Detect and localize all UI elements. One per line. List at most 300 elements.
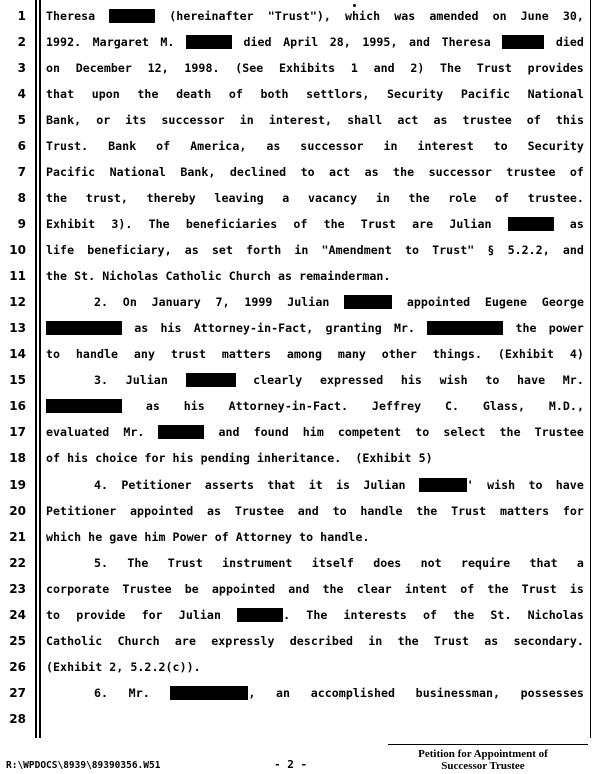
text-run: George — [541, 295, 584, 309]
text-run: Theresa — [441, 35, 491, 49]
text-run: Glass, — [482, 399, 526, 413]
body-text-line — [46, 8, 584, 24]
text-run: and — [409, 35, 431, 49]
text-run: to — [300, 165, 315, 179]
text-run: Trust — [360, 217, 396, 231]
text-run: and — [562, 243, 584, 257]
redaction-box — [46, 399, 122, 413]
line-number: 17 — [9, 425, 26, 439]
text-run: instrument — [222, 556, 293, 570]
text-run: in — [239, 113, 254, 127]
text-run: Church — [117, 634, 160, 648]
text-run: competent — [337, 425, 402, 439]
text-run: the — [137, 87, 159, 101]
text-run: as — [145, 399, 160, 413]
text-run: on — [492, 9, 507, 23]
text-run: not — [420, 556, 442, 570]
text-run — [344, 294, 392, 310]
text-run: Security — [527, 139, 584, 153]
text-run: of — [228, 87, 243, 101]
text-run: the — [453, 608, 475, 622]
text-run: wish — [439, 373, 468, 387]
text-run: beneficiary, — [87, 243, 172, 257]
text-run: died — [243, 35, 272, 49]
text-run: 1999 — [244, 295, 273, 309]
text-run — [502, 34, 544, 50]
text-run: Theresa — [46, 9, 96, 23]
text-run: December — [75, 61, 132, 75]
text-run: Security — [387, 87, 444, 101]
body-text-line — [46, 685, 584, 701]
body-text-line — [46, 398, 584, 414]
text-run: to — [46, 608, 61, 622]
text-run: settlors, — [306, 87, 370, 101]
text-run: which he gave him Power of Attorney to handle. — [46, 530, 370, 544]
body-text-line — [46, 477, 584, 493]
text-run: act — [329, 165, 351, 179]
text-run: does — [373, 556, 402, 570]
text-run: (See — [235, 61, 264, 75]
text-run: the — [408, 191, 430, 205]
text-run: that — [267, 478, 296, 492]
text-run: (Exhibit 2, 5.2.2(c)). — [46, 660, 201, 674]
text-run: amended — [429, 9, 479, 23]
text-run — [158, 424, 204, 440]
text-run: as — [184, 243, 199, 257]
text-run: secondary. — [513, 634, 584, 648]
text-run: ' — [419, 477, 474, 493]
body-text-line — [46, 190, 584, 206]
text-run: of — [569, 165, 584, 179]
line-number: 8 — [17, 191, 26, 205]
body-text-line — [46, 320, 584, 336]
text-run: of — [495, 191, 510, 205]
text-run: Trust — [476, 61, 512, 75]
text-run: handle — [360, 504, 403, 518]
body-text-line — [46, 372, 584, 388]
text-run: the — [487, 582, 509, 596]
text-run: successor — [161, 113, 225, 127]
stray-mark — [353, 4, 356, 7]
text-run: appointed — [406, 295, 471, 309]
text-run: corporate — [46, 582, 110, 596]
line-number: 6 — [17, 139, 26, 153]
text-run: 3). — [111, 217, 133, 231]
text-run: St. — [490, 608, 512, 622]
line-number: 27 — [9, 686, 26, 700]
text-run: trustee. — [527, 191, 584, 205]
text-run: this — [555, 113, 584, 127]
text-run: the — [393, 165, 415, 179]
line-number: 13 — [9, 321, 26, 335]
text-run: expressly — [211, 634, 275, 648]
text-run: of his choice for his pending inheritance. (Exhibit 5) — [46, 451, 433, 465]
text-run: beneficiaries — [185, 217, 278, 231]
body-text-line — [46, 555, 584, 571]
text-run: § — [487, 243, 495, 257]
text-run: Trustee — [534, 425, 584, 439]
text-run: trustee — [506, 165, 556, 179]
body-text-line — [46, 138, 584, 154]
text-run: 6. — [94, 686, 109, 700]
text-run: Julian — [449, 217, 492, 231]
text-run: as — [266, 139, 281, 153]
text-run: Mr. — [393, 321, 416, 335]
text-run: to — [332, 504, 347, 518]
text-run: vacancy — [307, 191, 358, 205]
text-run: in — [375, 191, 390, 205]
text-run: set — [211, 243, 233, 257]
text-run: the — [416, 504, 438, 518]
text-run: Mr. — [123, 425, 145, 439]
text-run: him — [302, 425, 324, 439]
footer-rule — [388, 744, 588, 745]
text-run: an — [276, 686, 291, 700]
text-run: Mr. — [562, 373, 584, 387]
body-text-line — [46, 659, 584, 675]
text-run: and — [218, 425, 240, 439]
text-run: among — [286, 347, 323, 361]
text-run: his — [183, 399, 205, 413]
text-run: 1995, — [362, 35, 398, 49]
line-number: 22 — [9, 556, 26, 570]
line-number: 12 — [9, 295, 26, 309]
text-run: to — [46, 347, 61, 361]
text-run: "Amendment — [321, 243, 392, 257]
body-text-line — [46, 60, 584, 76]
text-run: the St. Nicholas Catholic Church as remainderman. — [46, 269, 391, 283]
text-run — [427, 320, 503, 336]
line-number: 24 — [9, 608, 26, 622]
body-text-line — [46, 581, 584, 597]
text-run: expressed — [319, 373, 384, 387]
text-run — [508, 216, 554, 232]
text-run — [46, 320, 122, 336]
text-run: M. — [160, 35, 175, 49]
text-run: Trust — [521, 582, 557, 596]
text-run: 1 — [350, 61, 358, 75]
text-run: 12, — [147, 61, 169, 75]
text-run — [46, 398, 122, 414]
line-number: 5 — [17, 113, 26, 127]
redaction-box — [186, 373, 236, 387]
text-run: appointed — [130, 504, 194, 518]
text-run: life — [46, 243, 75, 257]
text-run: which — [345, 9, 381, 23]
margin-rule-left-inner — [39, 0, 41, 738]
line-number: 9 — [17, 217, 26, 231]
text-run: handle — [75, 347, 119, 361]
text-run: provide — [76, 608, 126, 622]
text-run: C. — [444, 399, 460, 413]
redaction-box — [344, 295, 392, 309]
text-run: to — [493, 139, 508, 153]
text-run: thereby — [146, 191, 196, 205]
text-run: many — [337, 347, 366, 361]
line-number: 1 — [17, 9, 26, 23]
text-run: 4. — [94, 478, 109, 492]
text-run: trustee — [462, 113, 512, 127]
text-run: Pacific — [46, 165, 96, 179]
redaction-box — [419, 478, 467, 492]
text-run: of — [526, 113, 541, 127]
line-number: 16 — [9, 399, 26, 413]
line-number: 2 — [17, 35, 26, 49]
text-run: Trustee — [122, 582, 172, 596]
text-run: was — [394, 9, 416, 23]
text-run: in — [383, 139, 398, 153]
text-run: be — [184, 582, 199, 596]
text-run: June — [520, 9, 549, 23]
body-text-line — [46, 450, 584, 466]
line-number: 18 — [9, 451, 26, 465]
text-run: leaving — [214, 191, 264, 205]
text-run: Attorney-in-Fact, — [193, 321, 314, 335]
text-run: of — [156, 139, 171, 153]
text-run: power — [548, 321, 584, 335]
text-run: is — [569, 582, 584, 596]
document-title — [388, 748, 578, 772]
text-run: the — [515, 321, 537, 335]
redaction-box — [427, 321, 503, 335]
text-run: Petitioner — [121, 478, 192, 492]
text-run: The — [148, 217, 170, 231]
text-run: the — [323, 217, 345, 231]
text-run: died — [555, 35, 584, 49]
redaction-box — [186, 35, 232, 49]
text-run: possesses — [520, 686, 584, 700]
text-run: 30, — [562, 9, 584, 23]
text-run: January — [151, 295, 201, 309]
file-path: R:\WPDOCS\8939\89390356.W51 — [6, 760, 161, 771]
line-number: 14 — [9, 347, 26, 361]
text-run: things. — [432, 347, 482, 361]
text-run: 2. — [94, 295, 109, 309]
text-run: in — [368, 634, 383, 648]
text-run: as — [134, 321, 149, 335]
body-text-line — [46, 346, 584, 362]
line-number: 19 — [9, 478, 26, 492]
text-run: Mr. — [128, 686, 150, 700]
text-run: the — [46, 191, 68, 205]
text-run: 1992. — [46, 35, 82, 49]
line-number: 26 — [9, 660, 26, 674]
text-run: 28, — [329, 35, 351, 49]
text-run: Exhibits — [278, 61, 336, 75]
line-number: 4 — [17, 87, 26, 101]
text-run — [186, 34, 232, 50]
margin-rule-left-outer — [35, 0, 37, 738]
line-number: 15 — [9, 373, 26, 387]
text-run: trust, — [85, 191, 128, 205]
text-run: as — [484, 634, 499, 648]
text-run: are — [174, 634, 196, 648]
line-number: 23 — [9, 582, 26, 596]
text-run: businessman, — [415, 686, 501, 700]
text-run: Catholic — [46, 634, 103, 648]
text-run: Eugene — [484, 295, 528, 309]
margin-rule-right — [590, 0, 591, 738]
text-run: to — [485, 373, 500, 387]
text-run: forth — [246, 243, 282, 257]
redaction-box — [502, 35, 544, 49]
body-text-line — [46, 242, 584, 258]
text-run: appointed — [211, 582, 276, 596]
body-text-line — [46, 424, 584, 440]
text-run: is — [336, 478, 351, 492]
line-number: 3 — [17, 61, 26, 75]
text-run: "Trust"), — [267, 9, 331, 23]
text-run: Julian — [287, 295, 330, 309]
text-run: Petitioner — [46, 504, 117, 518]
text-run: On — [122, 295, 137, 309]
document-title-line-1: Petition for Appointment of — [418, 748, 548, 760]
text-run: his — [400, 373, 422, 387]
body-text-line — [46, 86, 584, 102]
redaction-box — [109, 9, 155, 23]
redaction-box — [237, 608, 283, 622]
text-run: interest — [417, 139, 474, 153]
text-run: interest, — [268, 113, 333, 127]
text-run: it — [308, 478, 323, 492]
body-text-line — [46, 216, 584, 232]
text-run: evaluated — [46, 425, 110, 439]
text-run: select — [443, 425, 486, 439]
body-text-line — [46, 503, 584, 519]
line-number: 7 — [17, 165, 26, 179]
text-run: and — [297, 504, 319, 518]
text-run: are — [412, 217, 434, 231]
text-run: The — [127, 556, 149, 570]
text-run: to — [404, 243, 420, 257]
text-run: 3. — [94, 373, 109, 387]
text-run: the — [499, 425, 521, 439]
text-run: Bank, — [180, 165, 216, 179]
text-run: declined — [229, 165, 287, 179]
line-number: 25 — [9, 634, 26, 648]
text-run: Pacific — [460, 87, 511, 101]
redaction-box — [158, 425, 204, 439]
text-run: act — [397, 113, 419, 127]
text-run: Trustee — [234, 504, 285, 518]
text-run: Jeffrey — [371, 399, 422, 413]
text-run: a — [282, 191, 290, 205]
document-title-line-2: Successor Trustee — [441, 760, 525, 772]
text-run: death — [176, 87, 212, 101]
text-run: successor — [428, 165, 492, 179]
text-run: accomplished — [310, 686, 396, 700]
body-text-line — [46, 294, 584, 310]
body-text-line — [46, 711, 584, 727]
text-run: that — [529, 556, 558, 570]
text-run: have — [517, 373, 546, 387]
redaction-box — [170, 686, 248, 700]
text-run: Nicholas — [527, 608, 584, 622]
text-run — [186, 372, 236, 388]
text-run: Trust. — [46, 139, 89, 153]
text-run: successor — [300, 139, 364, 153]
text-run: wish — [487, 478, 516, 492]
text-run: 4) — [569, 347, 584, 361]
body-text-line — [46, 268, 584, 284]
text-run: any — [133, 347, 155, 361]
text-run: Margaret — [92, 35, 149, 49]
text-run: Julian — [363, 478, 406, 492]
line-number: 10 — [9, 243, 26, 257]
text-run: as — [207, 504, 222, 518]
text-run: . — [237, 607, 290, 623]
text-run: for — [562, 504, 584, 518]
text-run: National — [109, 165, 166, 179]
text-run: to — [415, 425, 430, 439]
text-run: or — [96, 113, 111, 127]
text-run: in — [294, 243, 309, 257]
text-run: The — [306, 608, 328, 622]
text-run: 7, — [215, 295, 230, 309]
text-run: Trust" — [432, 243, 475, 257]
text-run: both — [260, 87, 289, 101]
text-run: of — [422, 608, 438, 622]
body-text-line — [46, 164, 584, 180]
text-run: for — [141, 608, 163, 622]
text-run: shall — [347, 113, 383, 127]
text-run: Bank — [108, 139, 137, 153]
text-run: (hereinafter — [169, 9, 254, 23]
text-run: as — [433, 113, 448, 127]
line-number: 20 — [9, 504, 26, 518]
text-run: Julian — [125, 373, 168, 387]
text-run: as — [569, 217, 584, 231]
line-number: 21 — [9, 530, 26, 544]
line-number: 11 — [9, 269, 26, 283]
text-run: role — [448, 191, 477, 205]
body-text-line — [46, 607, 584, 623]
body-text-line — [46, 529, 584, 545]
text-run: of — [460, 582, 475, 596]
text-run: America, — [190, 139, 247, 153]
text-run: and — [288, 582, 310, 596]
text-run: Julian — [178, 608, 221, 622]
text-run — [109, 8, 155, 24]
text-run: found — [253, 425, 289, 439]
text-run: The — [440, 61, 462, 75]
text-run: , — [170, 685, 255, 701]
text-run: intent — [404, 582, 448, 596]
text-run: a — [576, 556, 584, 570]
text-run: on — [46, 61, 61, 75]
text-run: and — [373, 61, 395, 75]
text-run: National — [527, 87, 584, 101]
text-run: asserts — [204, 478, 255, 492]
text-run: matters — [221, 347, 272, 361]
text-run: Bank, — [46, 113, 82, 127]
text-run: other — [381, 347, 417, 361]
text-run: Trust — [451, 504, 487, 518]
body-text-line — [46, 112, 584, 128]
text-run: 2) — [410, 61, 425, 75]
text-run: clearly — [253, 373, 303, 387]
body-text-line — [46, 633, 584, 649]
text-run: Exhibit — [46, 217, 96, 231]
text-run: Attorney-in-Fact. — [228, 399, 349, 413]
text-run: interests — [343, 608, 407, 622]
body-text-line — [46, 34, 584, 50]
text-run: Trust — [433, 634, 470, 648]
text-run: 5.2.2, — [507, 243, 550, 257]
text-run: itself — [311, 556, 354, 570]
text-run: M.D., — [548, 399, 584, 413]
text-run: 1998. — [184, 61, 220, 75]
